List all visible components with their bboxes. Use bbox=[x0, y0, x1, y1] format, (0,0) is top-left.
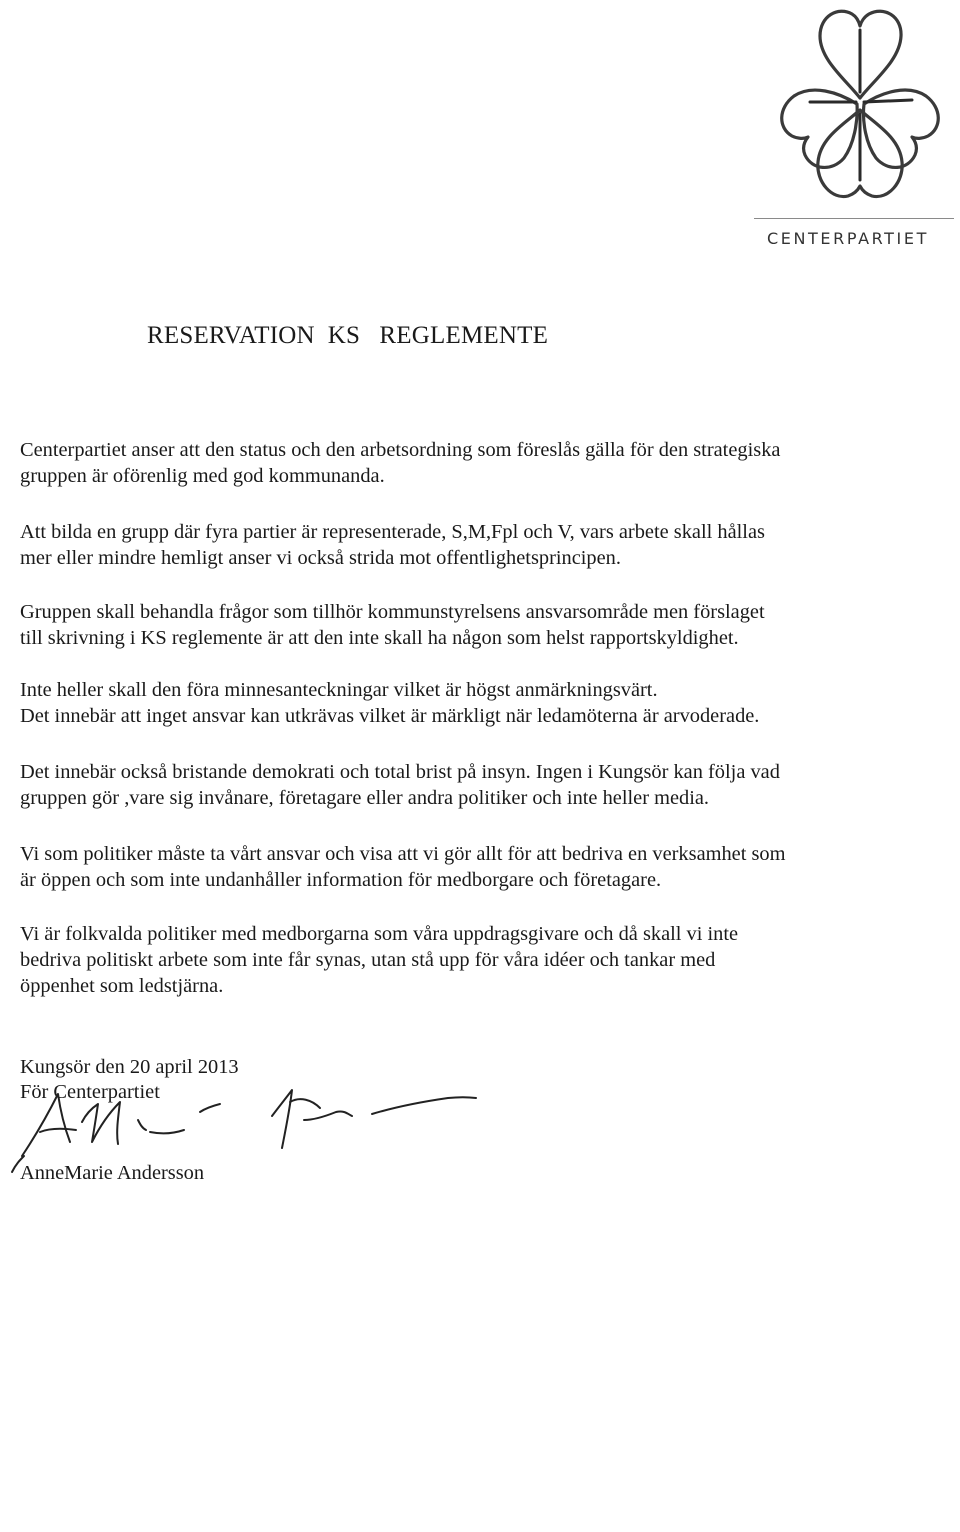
paragraph-line: öppenhet som ledstjärna. bbox=[20, 975, 224, 997]
logo-divider bbox=[754, 218, 954, 219]
paragraph-line: Att bilda en grupp där fyra partier är representerade, S,M,Fpl och V, vars arbete skall hållas bbox=[20, 521, 765, 543]
paragraph-2 bbox=[20, 519, 765, 571]
paragraph-line: är öppen och som inte undanhåller information för medborgare och företagare. bbox=[20, 869, 662, 891]
paragraph-line: gruppen gör ,vare sig invånare, företagare eller andra politiker och inte heller media. bbox=[20, 787, 710, 809]
paragraph-line: till skrivning i KS reglemente är att den inte skall ha någon som helst rapportskyldighet. bbox=[20, 627, 739, 649]
paragraph-line: mer eller mindre hemligt anser vi också strida mot offentlighetsprincipen. bbox=[20, 547, 621, 569]
party-logo bbox=[740, 0, 960, 260]
paragraph-line: Inte heller skall den föra minnesanteckningar vilket är högst anmärkningsvärt. bbox=[20, 679, 658, 701]
on-behalf-of: För Centerpartiet bbox=[20, 1081, 160, 1103]
document-title: RESERVATION KS REGLEMENTE bbox=[147, 322, 549, 349]
paragraph-line: Vi som politiker måste ta vårt ansvar och visa att vi gör allt för att bedriva en verksamhet som bbox=[20, 843, 786, 865]
place-and-date: Kungsör den 20 april 2013 bbox=[20, 1056, 239, 1078]
paragraph-line: Centerpartiet anser att den status och den arbetsordning som föreslås gälla för den strategiska bbox=[20, 439, 781, 461]
logo-wordmark: CENTERPARTIET bbox=[767, 229, 929, 248]
paragraph-7 bbox=[20, 921, 738, 999]
clover-emblem-icon bbox=[760, 0, 960, 210]
paragraph-3 bbox=[20, 599, 765, 651]
paragraph-line: bedriva politiskt arbete som inte får synas, utan stå upp för våra idéer och tankar med bbox=[20, 949, 716, 971]
paragraph-line: Vi är folkvalda politiker med medborgarna som våra uppdragsgivare och då skall vi inte bbox=[20, 923, 739, 945]
paragraph-6 bbox=[20, 841, 785, 893]
paragraph-line: Det innebär också bristande demokrati och total brist på insyn. Ingen i Kungsör kan följa vad bbox=[20, 761, 780, 783]
paragraph-1 bbox=[20, 437, 780, 489]
signer-name: AnneMarie Andersson bbox=[20, 1162, 205, 1184]
paragraph-4 bbox=[20, 677, 759, 729]
paragraph-5 bbox=[20, 759, 780, 811]
paragraph-line: Det innebär att inget ansvar kan utkrävas vilket är märkligt när ledamöterna är arvoderade. bbox=[20, 705, 760, 727]
paragraph-line: gruppen är oförenlig med god kommunanda. bbox=[20, 465, 385, 487]
paragraph-line: Gruppen skall behandla frågor som tillhör kommunstyrelsens ansvarsområde men förslaget bbox=[20, 601, 765, 623]
